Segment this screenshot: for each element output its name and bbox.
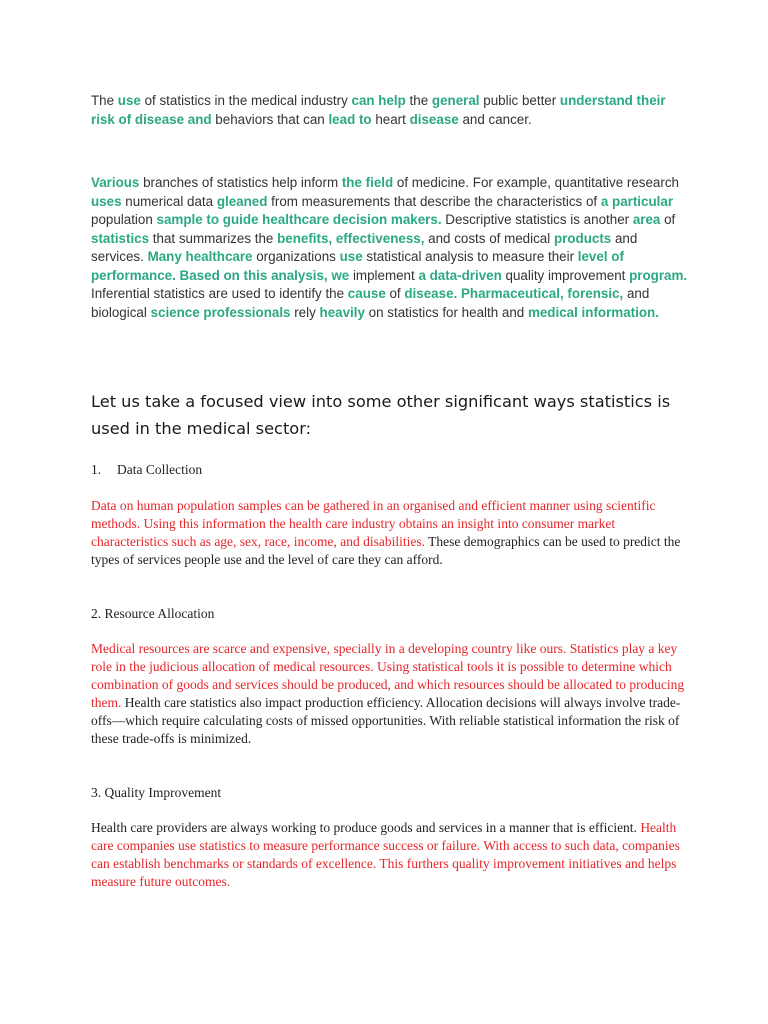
text-run: rely — [290, 304, 320, 320]
highlighted-text: disease. — [404, 286, 458, 301]
text-run: numerical data — [121, 193, 217, 209]
text-run: Descriptive statistics is another — [441, 212, 633, 227]
red-text: Data on human population samples can be gathered in an organised and efficient manner using scientific methods. Using this information the health care industry obtains an insight into consumer market characteristics such as age, sex, race, income, and disabilities. — [91, 498, 656, 549]
highlighted-text: use — [117, 93, 141, 108]
text-run: and costs of medical — [424, 230, 554, 246]
text-run: of medicine. For example, quantitative research — [393, 175, 679, 190]
text-run: Health care statistics also impact production efficiency. Allocation decisions will always involve trade-offs—which require calculating costs of missed opportunities. With reliable statistical information the risk of these trade-offs is minimized. — [91, 695, 681, 746]
subheading-number: 2. — [91, 606, 102, 621]
text-run: branches of statistics help inform — [139, 175, 342, 190]
text-run: The — [91, 93, 118, 108]
highlighted-text: Pharmaceutical, forensic, — [460, 286, 624, 301]
text-run: public better — [479, 93, 560, 108]
subheading-data-collection — [91, 461, 691, 479]
text-run: These demographics can be used to predict the types of services people use and the level of care they can afford. — [91, 534, 681, 567]
subheading-title: Resource Allocation — [104, 606, 215, 621]
paragraph-resource-allocation — [91, 640, 691, 748]
highlighted-text: heavily — [319, 304, 365, 320]
highlighted-text: a data-driven — [418, 267, 502, 283]
red-text: Health care companies use statistics to measure performance success or failure. With access to such data, companies can establish benchmarks or standards of excellence. This furthers quality improvement initiatives and helps measure future outcomes. — [91, 820, 680, 889]
text-run: and biological — [91, 286, 650, 320]
text-run: from measurements that describe the characteristics of — [267, 193, 601, 209]
highlighted-text: medical information. — [527, 304, 659, 320]
text-run: behaviors that can — [211, 111, 329, 127]
text-run: of — [385, 286, 405, 301]
highlighted-text: Many healthcare — [147, 249, 253, 264]
highlighted-text: can help — [351, 93, 406, 108]
highlighted-text: sample to guide healthcare decision makers. — [156, 212, 442, 227]
highlighted-text: lead to — [328, 111, 372, 127]
highlighted-text: uses — [91, 193, 122, 209]
highlighted-text: area — [632, 212, 661, 227]
text-run: of — [660, 212, 676, 227]
highlighted-text: program. — [629, 267, 688, 283]
text-run: on statistics for health and — [364, 304, 528, 320]
text-run: of statistics in the medical industry — [140, 93, 352, 108]
highlighted-text: benefits, effectiveness, — [277, 230, 425, 246]
highlighted-text: statistics — [91, 230, 150, 246]
highlighted-text: science professionals — [150, 304, 291, 320]
highlighted-text: level of performance. Based on this analysis, we — [91, 249, 624, 283]
text-run: Health care providers are always working to produce goods and services in a manner that is efficient. — [91, 820, 637, 835]
subheading-number: 1. — [91, 462, 102, 477]
intro-paragraph-1 — [91, 92, 691, 129]
intro-paragraph-2 — [91, 174, 691, 322]
highlighted-text: products — [553, 230, 612, 246]
highlighted-text: general — [431, 93, 480, 108]
text-run: heart — [371, 111, 410, 127]
text-run: statistical analysis to measure their — [362, 249, 578, 264]
subheading-resource-allocation — [91, 605, 691, 623]
section-heading: Let us take a focused view into some other significant ways statistics is used in the medical sector: — [91, 392, 671, 438]
paragraph-data-collection — [91, 497, 691, 569]
subheading-number: 3. — [91, 785, 102, 800]
subheading-title: Quality Improvement — [104, 785, 222, 800]
highlighted-text: Various — [91, 175, 140, 190]
text-run: that summarizes the — [149, 230, 278, 246]
text-run: the — [405, 93, 432, 108]
red-text: Medical resources are scarce and expensive, specially in a developing country like ours. Statistics play a key role in the judicious allocation of medical resources. Using statistical tools it is possible to determine which combination of goods and services should be produced, and which resources should be allocated to producing them. — [91, 641, 685, 710]
text-run: and services. — [91, 230, 638, 264]
subheading-quality-improvement — [91, 784, 691, 802]
text-run: implement — [349, 267, 419, 283]
paragraph-quality-improvement — [91, 819, 691, 891]
highlighted-text: use — [339, 249, 363, 264]
text-run: and cancer. — [458, 111, 532, 127]
highlighted-text: the field — [341, 175, 394, 190]
highlighted-text: a particular — [600, 193, 674, 209]
text-run: population — [91, 212, 157, 227]
highlighted-text: cause — [347, 286, 386, 301]
text-run: quality improvement — [501, 267, 630, 283]
text-run: Inferential statistics are used to identify the — [91, 286, 348, 301]
highlighted-text: understand their risk of disease and — [91, 93, 666, 127]
subheading-title: Data Collection — [117, 462, 203, 477]
highlighted-text: gleaned — [216, 193, 268, 209]
text-run: organizations — [252, 249, 340, 264]
highlighted-text: disease — [409, 111, 459, 127]
